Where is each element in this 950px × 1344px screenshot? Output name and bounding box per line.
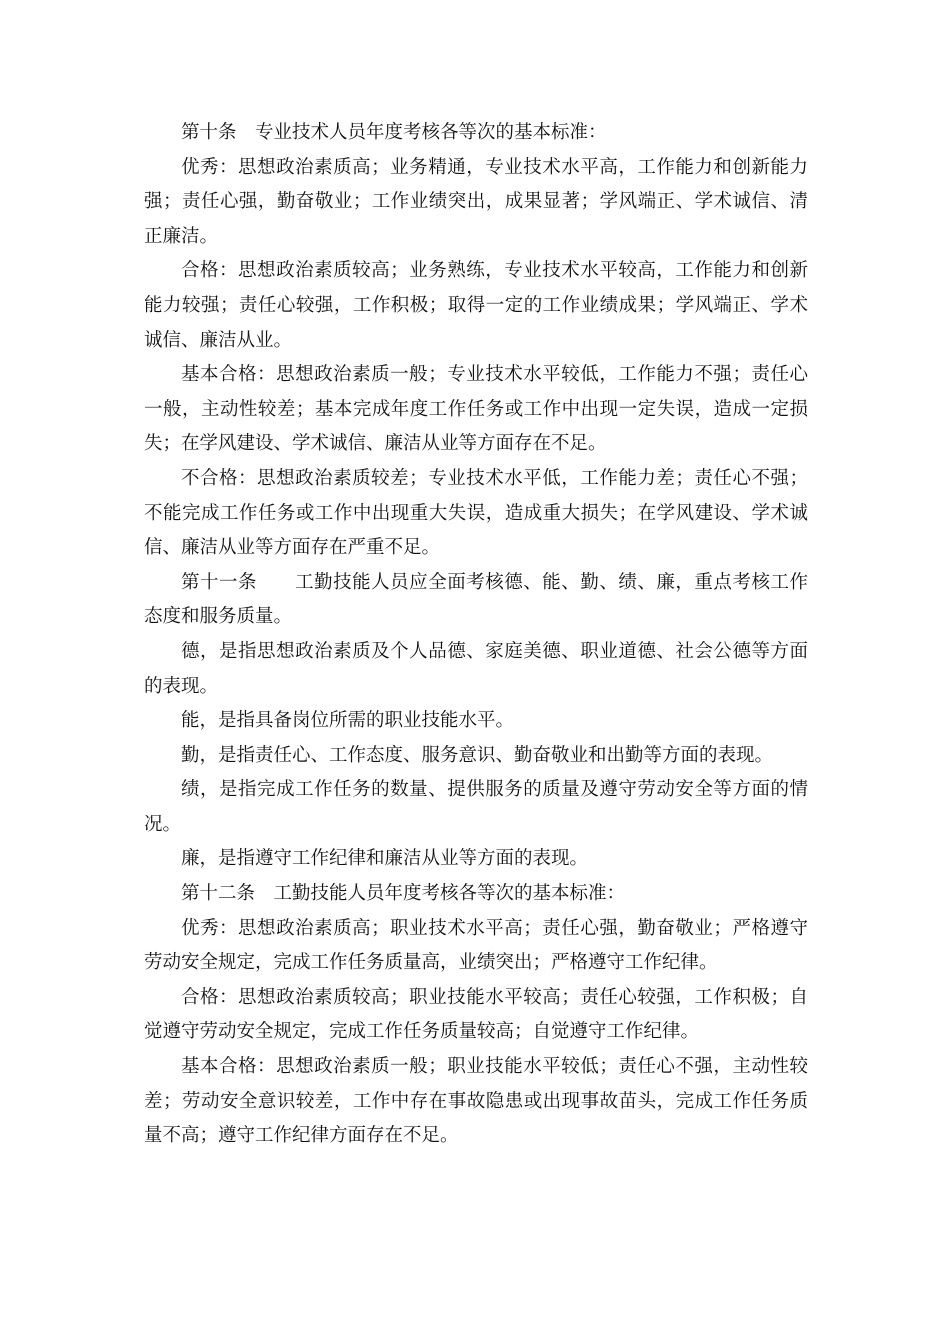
article-11-heading: 第十一条 工勤技能人员应全面考核德、能、勤、绩、廉，重点考核工作态度和服务质量。: [144, 571, 808, 628]
article-10-basic-qualified: 基本合格：思想政治素质一般；专业技术水平较低，工作能力不强；责任心一般，主动性较差；基本完成年度工作任务或工作中出现一定失误，造成一定损失；在学风建设、学术诚信、廉洁从业等方面存在不足。: [144, 364, 808, 455]
article-12-qualified: 合格：思想政治素质较高；职业技能水平较高；责任心较强，工作积极；自觉遵守劳动安全规定，完成工作任务质量较高；自觉遵守工作纪律。: [144, 986, 808, 1043]
article-12-excellent: 优秀：思想政治素质高；职业技术水平高；责任心强，勤奋敬业；严格遵守劳动安全规定，完成工作任务质量高，业绩突出；严格遵守工作纪律。: [144, 917, 808, 974]
document-body: [144, 116, 808, 1154]
article-12-heading: 第十二条 工勤技能人员年度考核各等次的基本标准：: [181, 883, 626, 905]
article-11-qin: 勤，是指责任心、工作态度、服务意识、勤奋敬业和出勤等方面的表现。: [181, 744, 774, 766]
article-10-unqualified: 不合格：思想政治素质较差；专业技术水平低，工作能力差；责任心不强；不能完成工作任务或工作中出现重大失误，造成重大损失；在学风建设、学术诚信、廉洁从业等方面存在严重不足。: [144, 467, 808, 559]
article-11-ji: 绩，是指完成工作任务的数量、提供服务的质量及遵守劳动安全等方面的情况。: [144, 779, 808, 835]
article-11-de: 德，是指思想政治素质及个人品德、家庭美德、职业道德、社会公德等方面的表现。: [144, 640, 808, 697]
article-12-basic-qualified: 基本合格：思想政治素质一般；职业技能水平较低；责任心不强，主动性较差；劳动安全意识较差，工作中存在事故隐患或出现事故苗头，完成工作任务质量不高；遵守工作纪律方面存在不足。: [144, 1056, 808, 1147]
article-10-heading: 第十条 专业技术人员年度考核各等次的基本标准：: [181, 122, 607, 143]
article-11-neng: 能，是指具备岗位所需的职业技能水平。: [181, 710, 515, 732]
article-10-excellent: 优秀：思想政治素质高；业务精通，专业技术水平高，工作能力和创新能力强；责任心强，勤奋敬业；工作业绩突出，成果显著；学风端正、学术诚信、清正廉洁。: [144, 156, 808, 247]
article-11-lian: 廉，是指遵守工作纪律和廉洁从业等方面的表现。: [181, 848, 589, 870]
article-10-qualified: 合格：思想政治素质较高；业务熟练，专业技术水平较高，工作能力和创新能力较强；责任心较强，工作积极；取得一定的工作业绩成果；学风端正、学术诚信、廉洁从业。: [144, 260, 808, 351]
